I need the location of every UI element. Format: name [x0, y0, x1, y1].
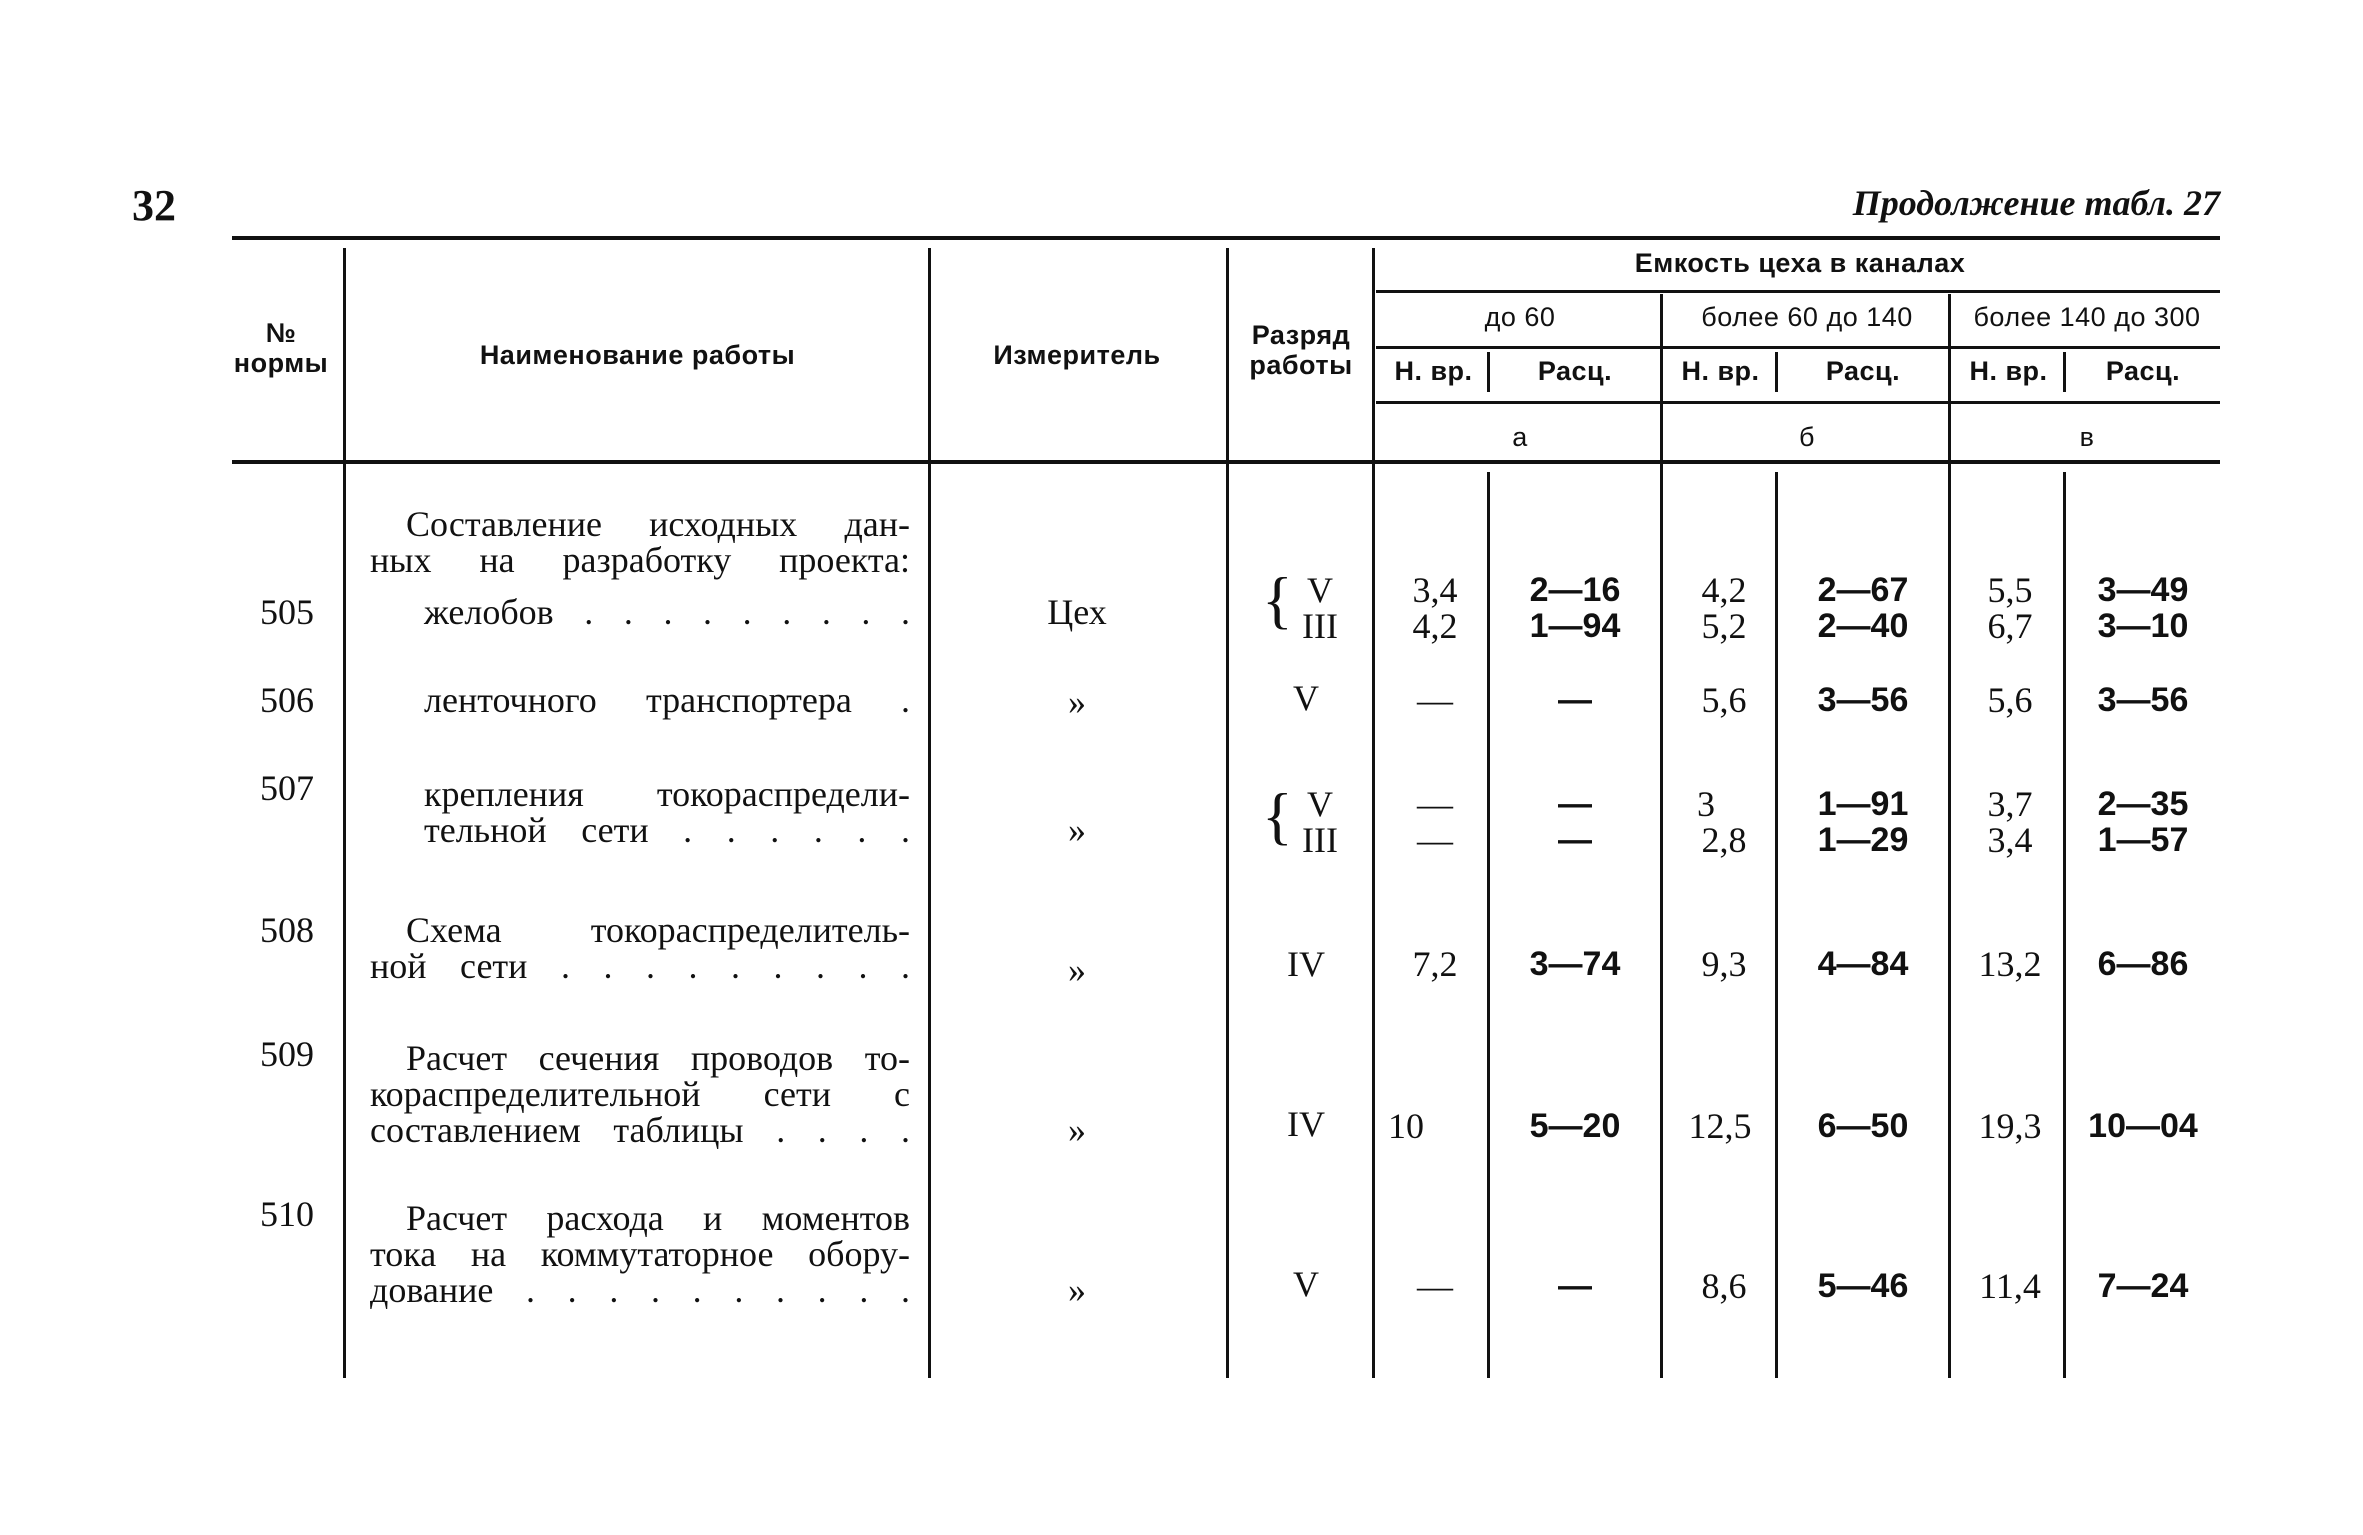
row-509-c-time: 19,3: [1978, 1106, 2042, 1146]
row-510-grade: V: [1293, 1264, 1319, 1304]
row-508-b-time: 9,3: [1701, 944, 1747, 984]
row-508-grade: IV: [1287, 944, 1325, 984]
row-507-c-time-1: 3,7: [1987, 784, 2033, 824]
row-510-a-time: —: [1417, 1266, 1453, 1306]
sub-time-b: Н. вр.: [1681, 356, 1760, 386]
row-509-c-rate: 10—04: [2088, 1107, 2198, 1145]
row-506-a-rate: —: [1558, 681, 1592, 719]
row-509-no: 509: [260, 1034, 314, 1074]
row-506-name: ленточного транспортера .: [424, 680, 910, 720]
row-510-name-2: тока на коммутаторное обору-: [370, 1234, 910, 1274]
row-509-b-time: 12,5: [1688, 1106, 1752, 1146]
header-grade: Разряд работы: [1249, 320, 1353, 380]
row-505-b-time-1: 4,2: [1701, 570, 1747, 610]
row-505-c-rate-2: 3—10: [2097, 607, 2189, 645]
group-label-a: до 60: [1484, 302, 1556, 332]
row-510-unit: »: [1068, 1270, 1086, 1310]
row-507-c-rate-1: 2—35: [2097, 785, 2189, 823]
group-letter-b: б: [1799, 422, 1815, 452]
row-510-no: 510: [260, 1194, 314, 1234]
row-507-a-rate-1: —: [1558, 785, 1592, 823]
row-505-c-rate-1: 3—49: [2097, 571, 2189, 609]
table-top-rule: [232, 236, 2220, 240]
subheader-rule: [1376, 346, 2220, 349]
row-510-b-time: 8,6: [1701, 1266, 1747, 1306]
sub-rate-a: Расц.: [1537, 356, 1613, 386]
row-507-b-rate-2: 1—29: [1817, 821, 1909, 859]
sub-rate-c: Расц.: [2105, 356, 2181, 386]
row-507-no: 507: [260, 768, 314, 808]
sub-time-a: Н. вр.: [1394, 356, 1473, 386]
row-509-grade: IV: [1287, 1104, 1325, 1144]
row-510-c-time: 11,4: [1979, 1266, 2041, 1306]
group-label-c: более 140 до 300: [1973, 302, 2201, 332]
col-divider-3: [1226, 248, 1229, 1378]
row-505-b-time-2: 5,2: [1701, 606, 1747, 646]
col-divider-5: [1660, 294, 1663, 1378]
row-506-c-time: 5,6: [1987, 680, 2033, 720]
row-509-b-rate: 6—50: [1817, 1107, 1909, 1145]
col-divider-6: [1948, 294, 1951, 1378]
col-divider-2: [928, 248, 931, 1378]
table-caption: Продолжение табл. 27: [1852, 183, 2220, 223]
row-508-a-rate: 3—74: [1529, 945, 1621, 983]
row-507-c-time-2: 3,4: [1987, 820, 2033, 860]
row-505-a-time-1: 3,4: [1412, 570, 1458, 610]
row-505-grade-2: III: [1302, 606, 1338, 646]
row-508-a-time: 7,2: [1412, 944, 1458, 984]
row-507-b-time-2: 2,8: [1701, 820, 1747, 860]
row-506-no: 506: [260, 680, 314, 720]
sub-rate-b: Расц.: [1825, 356, 1901, 386]
row-509-name-1: Расчет сечения проводов то-: [406, 1038, 910, 1078]
page-number: 32: [132, 181, 176, 230]
row-505-b-rate-2: 2—40: [1817, 607, 1909, 645]
col-divider-4: [1372, 248, 1375, 1378]
row-507-b-time-1: 3: [1697, 784, 1715, 824]
capacity-rule: [1376, 290, 2220, 293]
row-508-b-rate: 4—84: [1817, 945, 1909, 983]
row-510-a-rate: —: [1558, 1267, 1592, 1305]
row-505-no: 505: [260, 592, 314, 632]
row-507-unit: »: [1068, 810, 1086, 850]
row-508-name-2: ной сети . . . . . . . . .: [370, 946, 910, 986]
row-505-name: желобов . . . . . . . . .: [424, 592, 910, 632]
row-510-name-1: Расчет расхода и моментов: [406, 1198, 910, 1238]
row-508-c-rate: 6—86: [2097, 945, 2189, 983]
row-507-b-rate-1: 1—91: [1817, 785, 1909, 823]
sub-time-c: Н. вр.: [1969, 356, 2048, 386]
section-title-line-1: Составление исходных дан-: [406, 504, 910, 544]
row-505-unit: Цех: [1047, 592, 1107, 632]
row-505-brace: {: [1262, 564, 1293, 635]
row-509-unit: »: [1068, 1110, 1086, 1150]
row-509-a-rate: 5—20: [1529, 1107, 1621, 1145]
row-506-b-time: 5,6: [1701, 680, 1747, 720]
row-505-c-time-2: 6,7: [1987, 606, 2033, 646]
row-508-no: 508: [260, 910, 314, 950]
row-507-grade-1: V: [1307, 784, 1333, 824]
row-507-name-2: тельной сети . . . . . .: [424, 810, 910, 850]
row-508-unit: »: [1068, 950, 1086, 990]
header-norm-no: № нормы: [233, 318, 329, 378]
row-507-a-time-1: —: [1417, 784, 1453, 824]
row-507-brace: {: [1262, 780, 1293, 851]
group-label-b: более 60 до 140: [1701, 302, 1913, 332]
group-letter-c: в: [2079, 422, 2095, 452]
row-505-a-time-2: 4,2: [1412, 606, 1458, 646]
row-506-b-rate: 3—56: [1817, 681, 1909, 719]
row-505-grade-1: V: [1307, 570, 1333, 610]
row-507-a-time-2: —: [1417, 820, 1453, 860]
row-505-c-time-1: 5,5: [1987, 570, 2033, 610]
row-509-name-3: составлением таблицы . . . .: [370, 1110, 910, 1150]
group-letter-a: а: [1512, 422, 1528, 452]
row-508-name-1: Схема токораспределитель-: [406, 910, 910, 950]
letter-rule: [1376, 401, 2220, 404]
header-capacity: Емкость цеха в каналах: [1634, 248, 1966, 278]
row-507-c-rate-2: 1—57: [2097, 821, 2189, 859]
row-506-c-rate: 3—56: [2097, 681, 2189, 719]
row-510-b-rate: 5—46: [1817, 1267, 1909, 1305]
row-506-unit: »: [1068, 682, 1086, 722]
row-505-b-rate-1: 2—67: [1817, 571, 1909, 609]
row-505-a-rate-2: 1—94: [1529, 607, 1621, 645]
row-508-c-time: 13,2: [1978, 944, 2042, 984]
row-510-name-3: дование . . . . . . . . . .: [370, 1270, 910, 1310]
row-507-grade-2: III: [1302, 820, 1338, 860]
row-507-a-rate-2: —: [1558, 821, 1592, 859]
row-510-c-rate: 7—24: [2097, 1267, 2189, 1305]
row-506-grade: V: [1293, 678, 1319, 718]
row-509-name-2: кораспределительной сети с: [370, 1074, 910, 1114]
section-title-line-2: ных на разработку проекта:: [370, 540, 910, 580]
row-507-name-1: крепления токораспредели-: [424, 774, 910, 814]
row-505-a-rate-1: 2—16: [1529, 571, 1621, 609]
row-509-a-time: 10: [1388, 1106, 1424, 1146]
row-506-a-time: —: [1417, 680, 1453, 720]
header-unit: Измеритель: [993, 340, 1161, 370]
header-work-name: Наименование работы: [479, 340, 796, 370]
